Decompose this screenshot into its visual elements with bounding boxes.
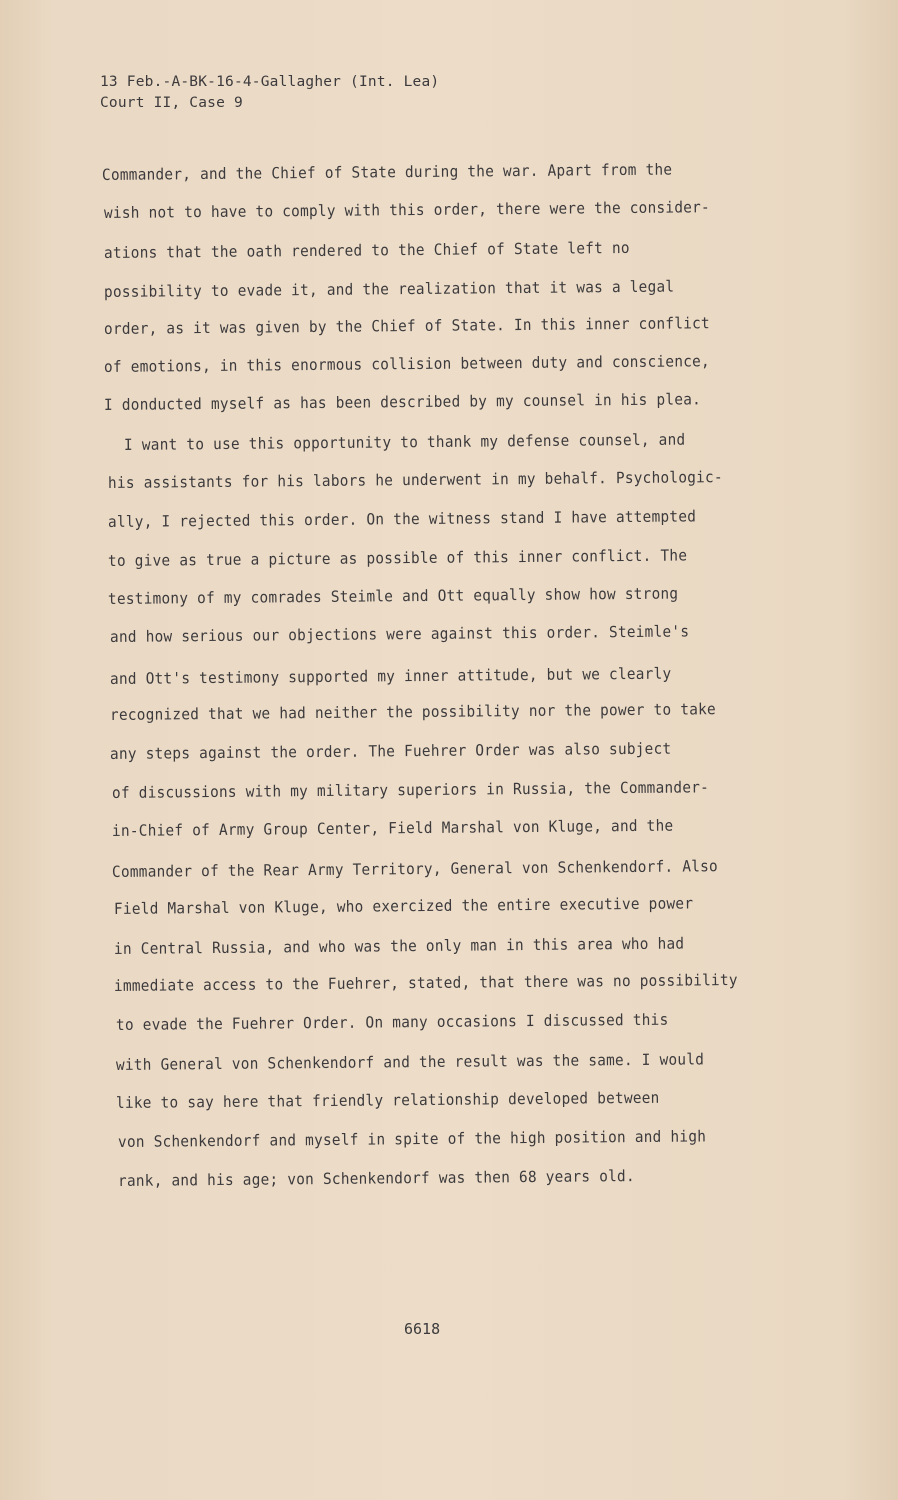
text-line: wish not to have to comply with this order, there were the consider- bbox=[103, 198, 711, 222]
text-line: possibility to evade it, and the realization that it was a legal bbox=[103, 277, 675, 301]
text-line: ations that the oath rendered to the Chief of State left no bbox=[103, 238, 630, 262]
text-line: Commander, and the Chief of State during the war. Apart from the bbox=[101, 160, 673, 184]
text-line: Commander of the Rear Army Territory, General von Schenkendorf. Also bbox=[111, 857, 719, 881]
text-line: order, as it was given by the Chief of State. In this inner conflict bbox=[103, 314, 711, 338]
text-line: of discussions with my military superiors in Russia, the Commander- bbox=[111, 778, 710, 802]
text-line: recognized that we had neither the possibility nor the power to take bbox=[109, 700, 717, 724]
text-line: in Central Russia, and who was the only man in this area who had bbox=[113, 934, 685, 958]
header-court-case: Court II, Case 9 bbox=[100, 95, 243, 111]
text-line: in-Chief of Army Group Center, Field Marshal von Kluge, and the bbox=[111, 816, 674, 840]
text-line: testimony of my comrades Steimle and Ott equally show how strong bbox=[107, 584, 679, 608]
text-line: immediate access to the Fuehrer, stated, that there was no possibility bbox=[113, 971, 738, 995]
text-line: and Ott's testimony supported my inner attitude, but we clearly bbox=[109, 664, 672, 688]
text-line: Field Marshal von Kluge, who exercized the entire executive power bbox=[113, 894, 694, 918]
page-number: 6618 bbox=[404, 1320, 441, 1338]
text-line: I donducted myself as has been described by my counsel in his plea. bbox=[103, 390, 702, 414]
header-case-reference: 13 Feb.-A-BK-16-4-Gallagher (Int. Lea) bbox=[100, 74, 440, 90]
text-line: rank, and his age; von Schenkendorf was then 68 years old. bbox=[117, 1167, 635, 1190]
text-line: I want to use this opportunity to thank my defense counsel, and bbox=[123, 430, 686, 454]
text-line: of emotions, in this enormous collision between duty and conscience, bbox=[103, 352, 711, 376]
text-line: like to say here that friendly relationship developed between bbox=[115, 1088, 660, 1112]
text-line: ally, I rejected this order. On the witness stand I have attempted bbox=[107, 507, 697, 531]
text-line: to evade the Fuehrer Order. On many occasions I discussed this bbox=[115, 1010, 669, 1034]
text-line: von Schenkendorf and myself in spite of the high position and high bbox=[117, 1127, 707, 1151]
text-line: with General von Schenkendorf and the result was the same. I would bbox=[115, 1050, 705, 1074]
document-header bbox=[100, 72, 439, 114]
text-line: any steps against the order. The Fuehrer Order was also subject bbox=[109, 739, 672, 763]
text-line: to give as true a picture as possible of this inner conflict. The bbox=[107, 546, 688, 570]
text-line: and how serious our objections were against this order. Steimle's bbox=[109, 622, 690, 646]
text-line: his assistants for his labors he underwent in my behalf. Psychologic- bbox=[107, 468, 723, 492]
